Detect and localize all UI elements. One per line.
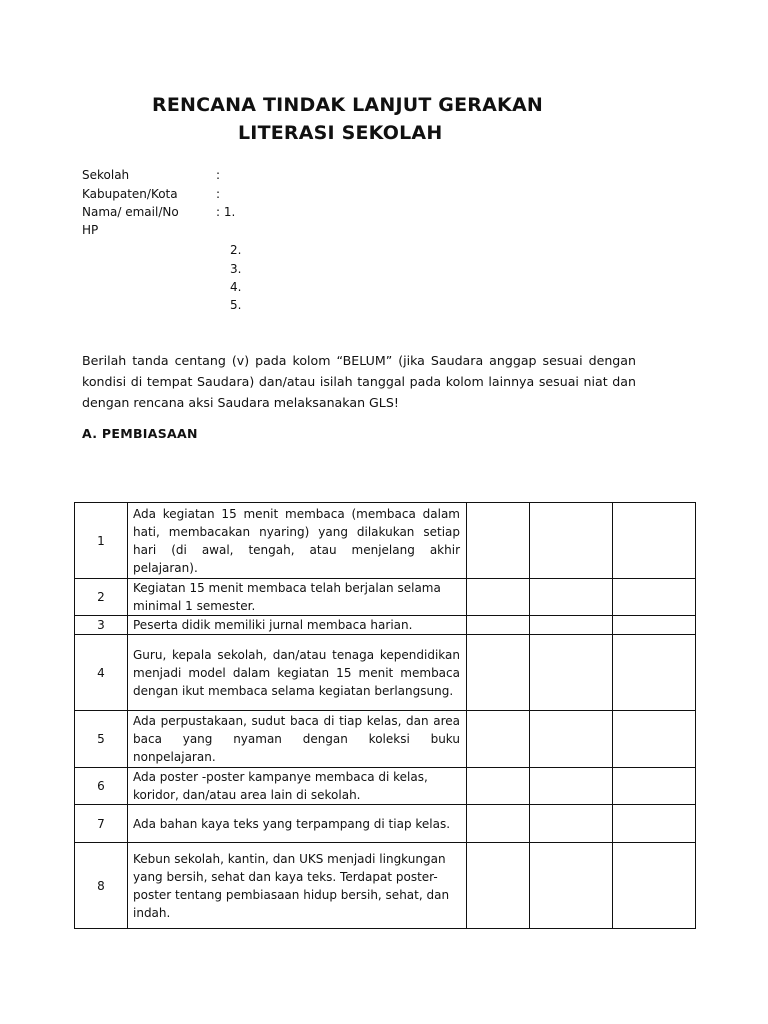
date-cell[interactable] bbox=[613, 579, 696, 616]
date-cell[interactable] bbox=[613, 843, 696, 929]
row-description: Guru, kepala sekolah, dan/atau tenaga kependidikan menjadi model dalam kegiatan 15 menit membaca dengan ikut membaca selama kegiatan berlangsung. bbox=[128, 635, 467, 711]
instruction-paragraph: Berilah tanda centang (v) pada kolom “BELUM” (jika Saudara anggap sesuai dengan kondisi di tempat Saudara) dan/atau isilah tanggal pada kolom lainnya sesuai niat dan dengan rencana aksi Saudara melaksanakan GLS! bbox=[82, 353, 636, 410]
contact-number-5: 5. bbox=[230, 298, 242, 312]
table-row bbox=[75, 711, 696, 768]
contact-colon-number-1: : 1. bbox=[216, 205, 236, 219]
belum-checkbox-cell[interactable] bbox=[467, 635, 530, 711]
date-cell[interactable] bbox=[530, 616, 613, 635]
belum-checkbox-cell[interactable] bbox=[467, 579, 530, 616]
table-row bbox=[75, 843, 696, 929]
belum-checkbox-cell[interactable] bbox=[467, 616, 530, 635]
contact-number-3: 3. bbox=[230, 262, 242, 276]
table-row bbox=[75, 768, 696, 805]
row-number: 1 bbox=[75, 503, 128, 579]
belum-checkbox-cell[interactable] bbox=[467, 768, 530, 805]
row-number: 7 bbox=[75, 805, 128, 843]
district-colon: : bbox=[216, 187, 221, 201]
contact-number-2: 2. bbox=[230, 243, 242, 257]
table-row bbox=[75, 635, 696, 711]
row-number: 4 bbox=[75, 635, 128, 711]
belum-checkbox-cell[interactable] bbox=[467, 843, 530, 929]
date-cell[interactable] bbox=[613, 616, 696, 635]
table-row bbox=[75, 503, 696, 579]
section-heading: A. PEMBIASAAN bbox=[82, 426, 198, 441]
date-cell[interactable] bbox=[613, 503, 696, 579]
table-row bbox=[75, 616, 696, 635]
row-number: 3 bbox=[75, 616, 128, 635]
date-cell[interactable] bbox=[613, 805, 696, 843]
row-description: Ada bahan kaya teks yang terpampang di tiap kelas. bbox=[128, 805, 467, 843]
row-number: 8 bbox=[75, 843, 128, 929]
date-cell[interactable] bbox=[530, 768, 613, 805]
row-description: Kebun sekolah, kantin, dan UKS menjadi lingkungan yang bersih, sehat dan kaya teks. Terdapat poster-poster tentang pembiasaan hidup bersih, sehat, dan indah. bbox=[128, 843, 467, 929]
date-cell[interactable] bbox=[530, 805, 613, 843]
table-row bbox=[75, 805, 696, 843]
row-description: Ada perpustakaan, sudut baca di tiap kelas, dan area baca yang nyaman dengan koleksi buku nonpelajaran. bbox=[128, 711, 467, 768]
checklist-table bbox=[74, 502, 696, 929]
date-cell[interactable] bbox=[613, 768, 696, 805]
row-number: 6 bbox=[75, 768, 128, 805]
contact-label: Nama/ email/No bbox=[82, 205, 179, 219]
row-description: Peserta didik memiliki jurnal membaca harian. bbox=[128, 616, 467, 635]
district-label: Kabupaten/Kota bbox=[82, 187, 178, 201]
row-description: Kegiatan 15 menit membaca telah berjalan selama minimal 1 semester. bbox=[128, 579, 467, 616]
contact-label-continued: HP bbox=[82, 223, 99, 237]
row-description: Ada poster -poster kampanye membaca di kelas, koridor, dan/atau area lain di sekolah. bbox=[128, 768, 467, 805]
date-cell[interactable] bbox=[613, 635, 696, 711]
date-cell[interactable] bbox=[530, 635, 613, 711]
date-cell[interactable] bbox=[530, 579, 613, 616]
date-cell[interactable] bbox=[530, 843, 613, 929]
document-title-line-1: RENCANA TINDAK LANJUT GERAKAN bbox=[152, 94, 543, 116]
document-title-line-2: LITERASI SEKOLAH bbox=[238, 122, 443, 144]
row-description: Ada kegiatan 15 menit membaca (membaca dalam hati, membacakan nyaring) yang dilakukan setiap hari (di awal, tengah, atau menjelang akhir pelajaran). bbox=[128, 503, 467, 579]
date-cell[interactable] bbox=[613, 711, 696, 768]
belum-checkbox-cell[interactable] bbox=[467, 805, 530, 843]
school-label: Sekolah bbox=[82, 168, 130, 182]
row-number: 5 bbox=[75, 711, 128, 768]
belum-checkbox-cell[interactable] bbox=[467, 503, 530, 579]
date-cell[interactable] bbox=[530, 711, 613, 768]
contact-number-4: 4. bbox=[230, 280, 242, 294]
row-number: 2 bbox=[75, 579, 128, 616]
school-colon: : bbox=[216, 168, 221, 182]
date-cell[interactable] bbox=[530, 503, 613, 579]
table-row bbox=[75, 579, 696, 616]
belum-checkbox-cell[interactable] bbox=[467, 711, 530, 768]
